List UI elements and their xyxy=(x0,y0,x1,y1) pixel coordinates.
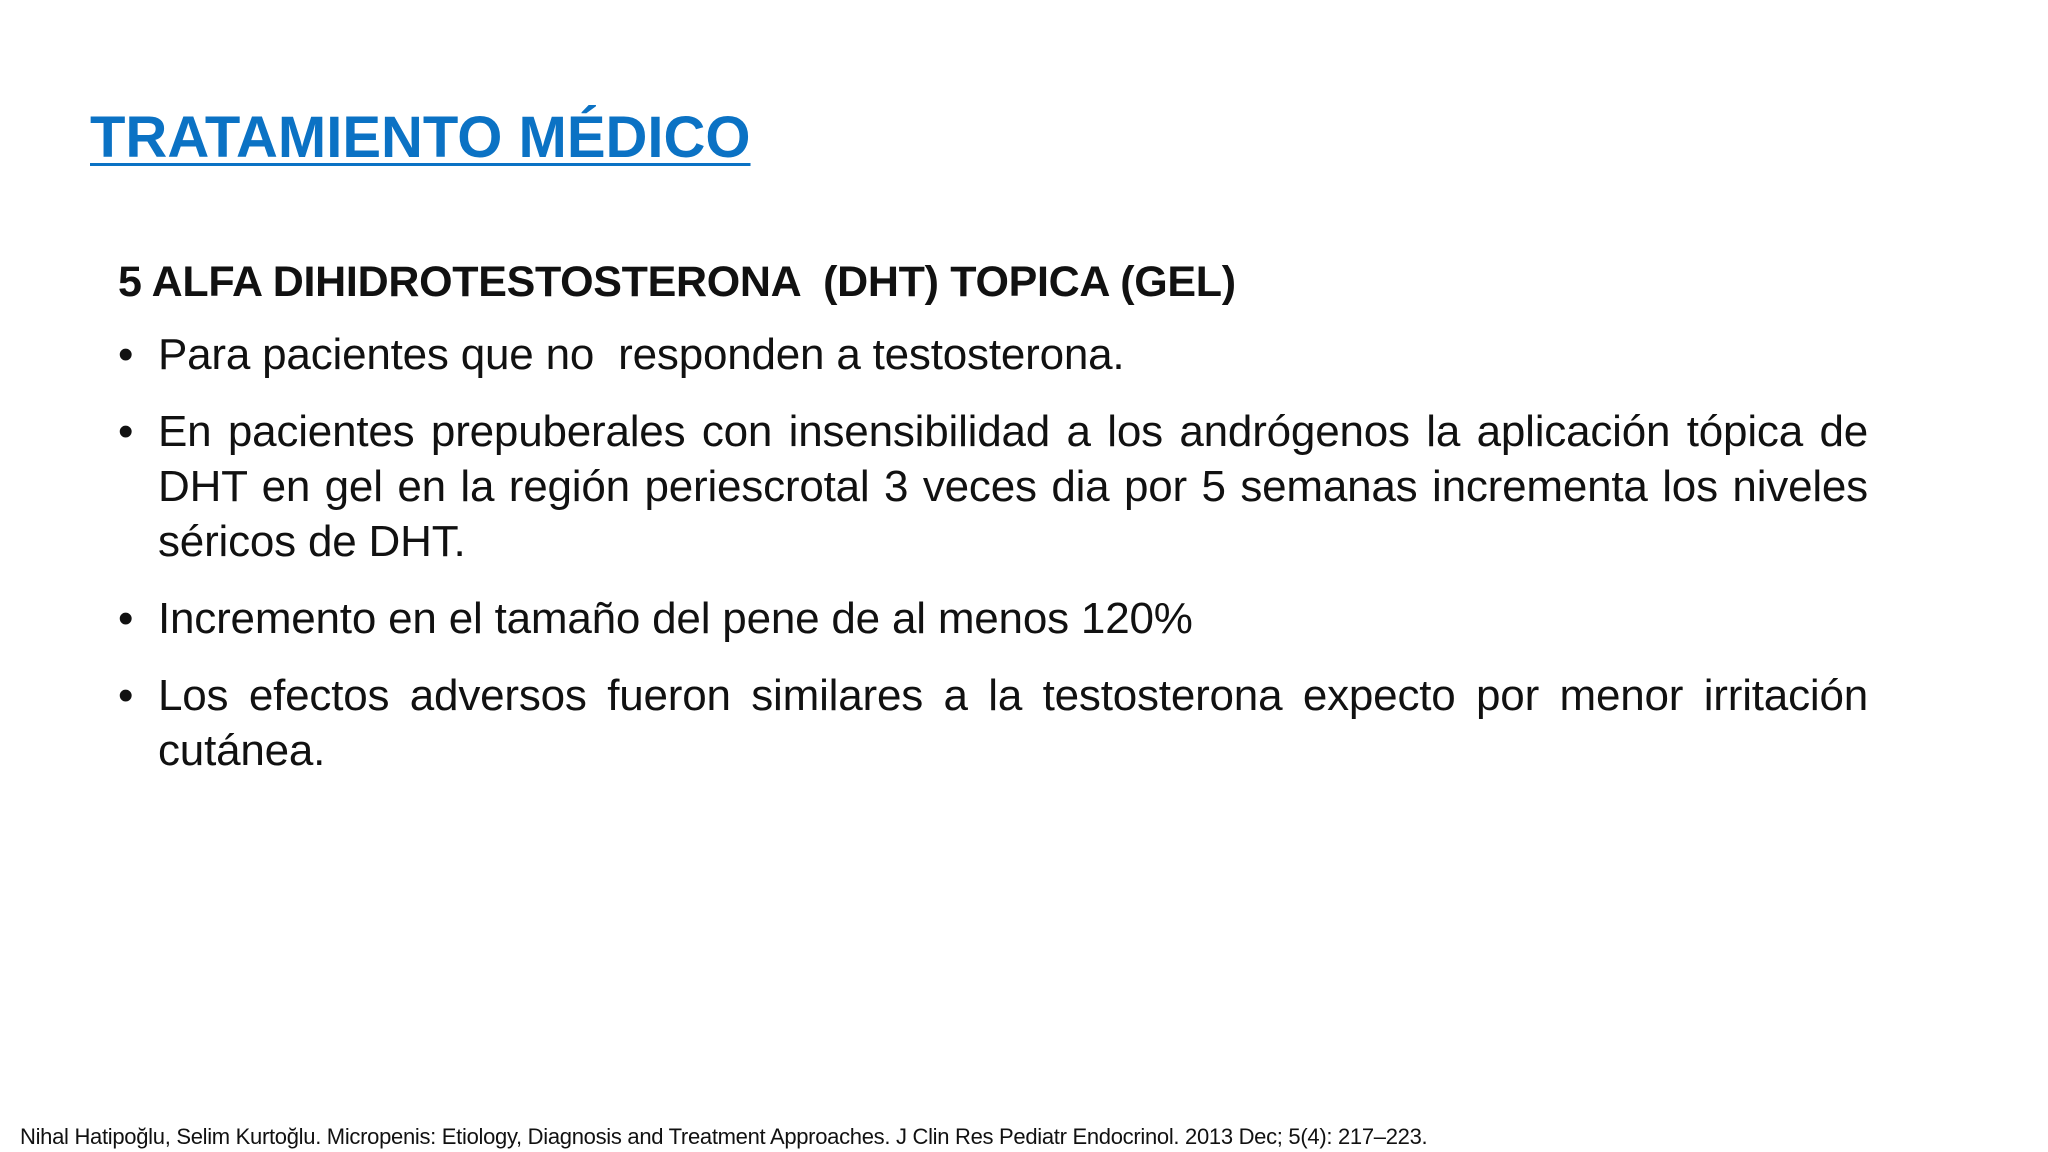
bullet-dot-icon: • xyxy=(118,330,134,379)
bullet-item xyxy=(118,591,1868,646)
bullet-item xyxy=(118,327,1868,382)
bullet-text: Los efectos adversos fueron similares a la testosterona expecto por menor irritación cutánea. xyxy=(158,671,1881,775)
reference-citation: Nihal Hatipoğlu, Selim Kurtoğlu. Micropenis: Etiology, Diagnosis and Treatment Approaches. J Clin Res Pediatr Endocrinol. 2013 Dec; 5(4): 217–223. xyxy=(20,1124,1428,1149)
bullet-list xyxy=(118,327,1881,778)
bullet-text: Para pacientes que no responden a testosterona. xyxy=(158,330,1125,379)
bullet-item xyxy=(118,668,1881,778)
section-subheading: 5 ALFA DIHIDROTESTOSTERONA (DHT) TOPICA (GEL) xyxy=(118,258,1236,306)
slide-content xyxy=(118,258,1881,800)
bullet-dot-icon: • xyxy=(118,407,134,456)
bullet-text: Incremento en el tamaño del pene de al menos 120% xyxy=(158,594,1193,643)
bullet-text: En pacientes prepuberales con insensibilidad a los andrógenos la aplicación tópica de DHT en gel en la región periescrotal 3 veces dia por 5 semanas incrementa los niveles séricos de DHT. xyxy=(158,407,1881,566)
bullet-dot-icon: • xyxy=(118,594,134,643)
bullet-dot-icon: • xyxy=(118,671,134,720)
slide-title: TRATAMIENTO MÉDICO xyxy=(90,105,751,170)
bullet-item xyxy=(118,404,1881,569)
